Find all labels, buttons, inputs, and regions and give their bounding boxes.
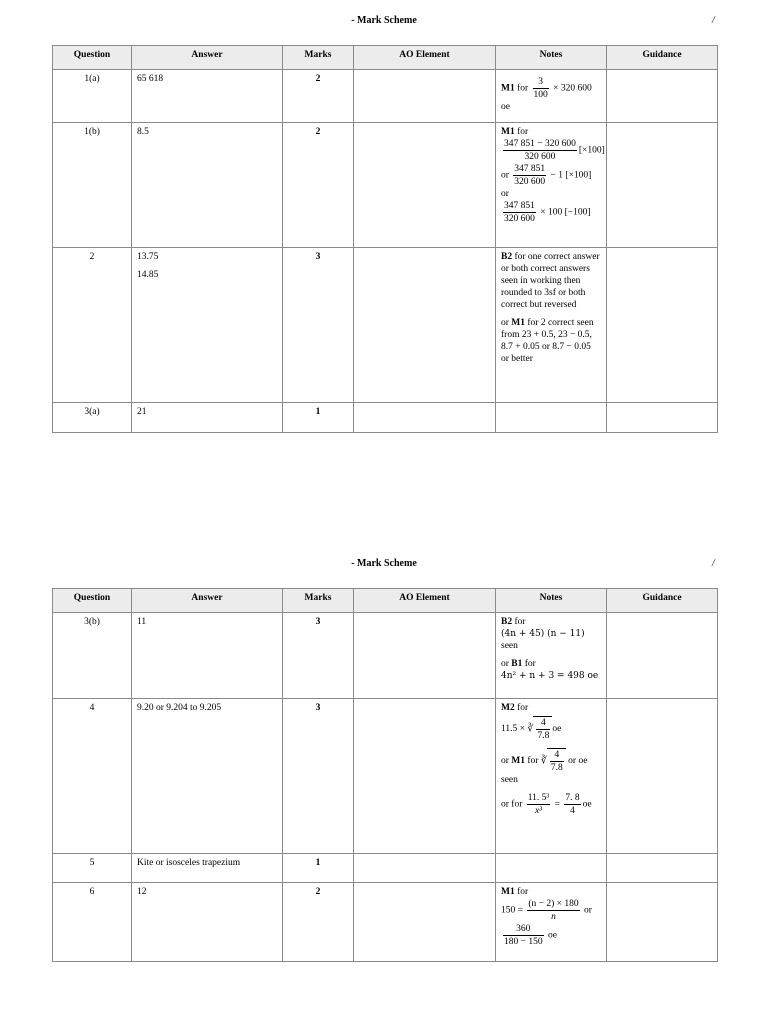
ao-cell (354, 854, 496, 883)
guidance-cell (607, 699, 718, 854)
question-cell: 1(a) (53, 70, 132, 123)
guidance-cell (607, 70, 718, 123)
fraction-numerator: 7. 8 (565, 793, 580, 803)
guidance-cell (607, 403, 718, 433)
page-header (0, 558, 768, 572)
ao-cell (354, 248, 496, 403)
fraction (533, 76, 549, 101)
page-header-mark: / (712, 558, 715, 569)
marks-cell: 1 (283, 403, 354, 433)
fraction (550, 749, 564, 774)
ao-cell (354, 613, 496, 699)
notes-text: for (527, 756, 539, 767)
notes-text: for (517, 887, 529, 897)
notes-text: or (501, 659, 509, 669)
notes-text: for 2 correct seen from 23 + 0.5, 23 − 0.5, 8.7 + 0.05 or 8.7 − 0.05 or better (501, 318, 594, 364)
marks-cell: 1 (283, 854, 354, 883)
col-answer: Answer (132, 589, 283, 613)
fraction-denominator: 180 − 150 (504, 937, 543, 947)
fraction-numerator: 11. 5³ (527, 793, 550, 803)
guidance-cell (607, 123, 718, 248)
fraction-denominator: 320 600 (504, 214, 535, 224)
method-mark: M1 (501, 127, 515, 137)
table-row (53, 699, 718, 854)
answer-cell: 21 (132, 403, 283, 433)
ao-cell (354, 699, 496, 854)
method-mark: M1 (501, 887, 515, 897)
notes-cell (496, 123, 607, 248)
marks-cell: 3 (283, 248, 354, 403)
notes-cell (496, 70, 607, 123)
notes-text: − 1 [×100] (550, 170, 592, 181)
page-title: - Mark Scheme (351, 558, 417, 569)
notes-cell (496, 248, 607, 403)
fraction-numerator: 4 (536, 717, 550, 730)
question-cell: 2 (53, 248, 132, 403)
guidance-cell (607, 248, 718, 403)
fraction (513, 163, 546, 188)
notes-text: oe (547, 930, 557, 941)
notes-text: oe (582, 799, 592, 810)
method-mark: M1 (501, 83, 515, 94)
fraction-denominator: 100 (533, 90, 548, 100)
question-cell: 5 (53, 854, 132, 883)
notes-text: for (517, 703, 529, 713)
fraction-numerator: 3 (533, 76, 549, 89)
table-row (53, 613, 718, 699)
ao-cell (354, 403, 496, 433)
table-header-row (53, 46, 718, 70)
col-notes: Notes (496, 46, 607, 70)
fraction-denominator: 7.8 (550, 763, 563, 773)
col-ao-element: AO Element (354, 46, 496, 70)
fraction-numerator: 347 851 (504, 201, 535, 211)
fraction-numerator: 360 (503, 923, 544, 936)
notes-cell (496, 854, 607, 883)
answer-cell: 8.5 (132, 123, 283, 248)
fraction (527, 792, 551, 817)
question-cell: 6 (53, 883, 132, 962)
notes-text: seen (501, 641, 518, 651)
notes-text: seen (501, 775, 518, 785)
notes-text: or oe (568, 756, 588, 767)
notes-expression: (4n + 45) (n − 11) (501, 629, 585, 639)
ao-cell (354, 123, 496, 248)
fraction-numerator: 347 851 (514, 164, 546, 174)
marks-cell: 3 (283, 699, 354, 854)
table-row (53, 403, 718, 433)
fraction (527, 898, 579, 923)
fraction-denominator: 320 600 (524, 152, 556, 162)
marks-cell: 2 (283, 883, 354, 962)
page-header-mark: / (712, 15, 715, 26)
ao-cell (354, 883, 496, 962)
method-mark: B2 (501, 617, 513, 627)
answer-line: 13.75 (137, 252, 159, 262)
marks-cell: 2 (283, 123, 354, 248)
col-marks: Marks (283, 589, 354, 613)
answer-cell: 65 618 (132, 70, 283, 123)
fraction (536, 717, 550, 742)
guidance-cell (607, 854, 718, 883)
table-row (53, 883, 718, 962)
notes-text: or (584, 905, 592, 916)
answer-cell: 11 (132, 613, 283, 699)
notes-text: for (524, 659, 536, 669)
table-row (53, 123, 718, 248)
guidance-cell (607, 613, 718, 699)
notes-text: or (501, 318, 509, 328)
answer-cell (132, 248, 283, 403)
cube-root: ∛ $\frac{4}{7.8}$ (541, 748, 566, 774)
notes-cell (496, 883, 607, 962)
table-header-row (53, 589, 718, 613)
fraction-numerator: (n − 2) × 180 (528, 899, 579, 909)
notes-text: or (501, 756, 509, 767)
fraction-numerator: 347 851 − 320 600 (504, 139, 576, 149)
method-mark: M2 (501, 703, 515, 713)
col-answer: Answer (132, 46, 283, 70)
col-guidance: Guidance (607, 589, 718, 613)
col-marks: Marks (283, 46, 354, 70)
marks-cell: 3 (283, 613, 354, 699)
cube-root: ∛ $\frac{4}{7.8}$ (527, 716, 552, 742)
notes-text: oe (552, 724, 562, 735)
notes-cell (496, 403, 607, 433)
notes-text: = (554, 799, 560, 810)
notes-expression: 4n² + n + 3 = 498 oe (501, 671, 599, 681)
question-cell: 1(b) (53, 123, 132, 248)
fraction-denominator: x³ (534, 806, 543, 816)
page-header (0, 15, 768, 29)
fraction-numerator: 4 (550, 749, 564, 762)
notes-text: for (517, 83, 529, 94)
table-row (53, 854, 718, 883)
mark-scheme-table (52, 45, 718, 433)
method-mark: B1 (511, 659, 523, 669)
answer-cell: 9.20 or 9.204 to 9.205 (132, 699, 283, 854)
notes-cell (496, 613, 607, 699)
notes-text: 150 = (501, 905, 523, 916)
notes-text: × 320 600 (553, 83, 592, 94)
question-cell: 3(b) (53, 613, 132, 699)
fraction (503, 200, 536, 225)
table-row (53, 70, 718, 123)
col-guidance: Guidance (607, 46, 718, 70)
page-title: - Mark Scheme (351, 15, 417, 26)
fraction-denominator: n (551, 912, 556, 922)
answer-cell: 12 (132, 883, 283, 962)
notes-text: 11.5 × (501, 724, 526, 735)
fraction (564, 792, 580, 817)
notes-text: [×100] (578, 145, 605, 156)
method-mark: M1 (511, 756, 526, 767)
col-ao-element: AO Element (354, 589, 496, 613)
question-cell: 3(a) (53, 403, 132, 433)
fraction (503, 923, 544, 948)
col-notes: Notes (496, 589, 607, 613)
col-question: Question (53, 46, 132, 70)
fraction-denominator: 320 600 (514, 177, 546, 187)
method-mark: B2 (501, 252, 513, 262)
notes-text: for (514, 617, 526, 627)
guidance-cell (607, 883, 718, 962)
answer-cell: Kite or isosceles trapezium (132, 854, 283, 883)
notes-cell (496, 699, 607, 854)
fraction-denominator: 4 (570, 806, 575, 816)
fraction (503, 138, 577, 163)
fraction-denominator: 7.8 (537, 731, 550, 741)
answer-line: 14.85 (137, 270, 159, 280)
table-row (53, 248, 718, 403)
question-cell: 4 (53, 699, 132, 854)
notes-text: or for (501, 799, 523, 810)
notes-text: for one correct answer or both correct answers seen in working then rounded to 3sf or both correct but reversed (501, 252, 600, 310)
notes-text: or (501, 189, 509, 199)
method-mark: M1 (511, 318, 526, 328)
notes-text: or (501, 170, 509, 181)
notes-text: oe (501, 102, 510, 112)
ao-cell (354, 70, 496, 123)
notes-text: for (517, 127, 529, 137)
col-question: Question (53, 589, 132, 613)
marks-cell: 2 (283, 70, 354, 123)
mark-scheme-table (52, 588, 718, 962)
notes-text: × 100 [−100] (540, 207, 591, 218)
